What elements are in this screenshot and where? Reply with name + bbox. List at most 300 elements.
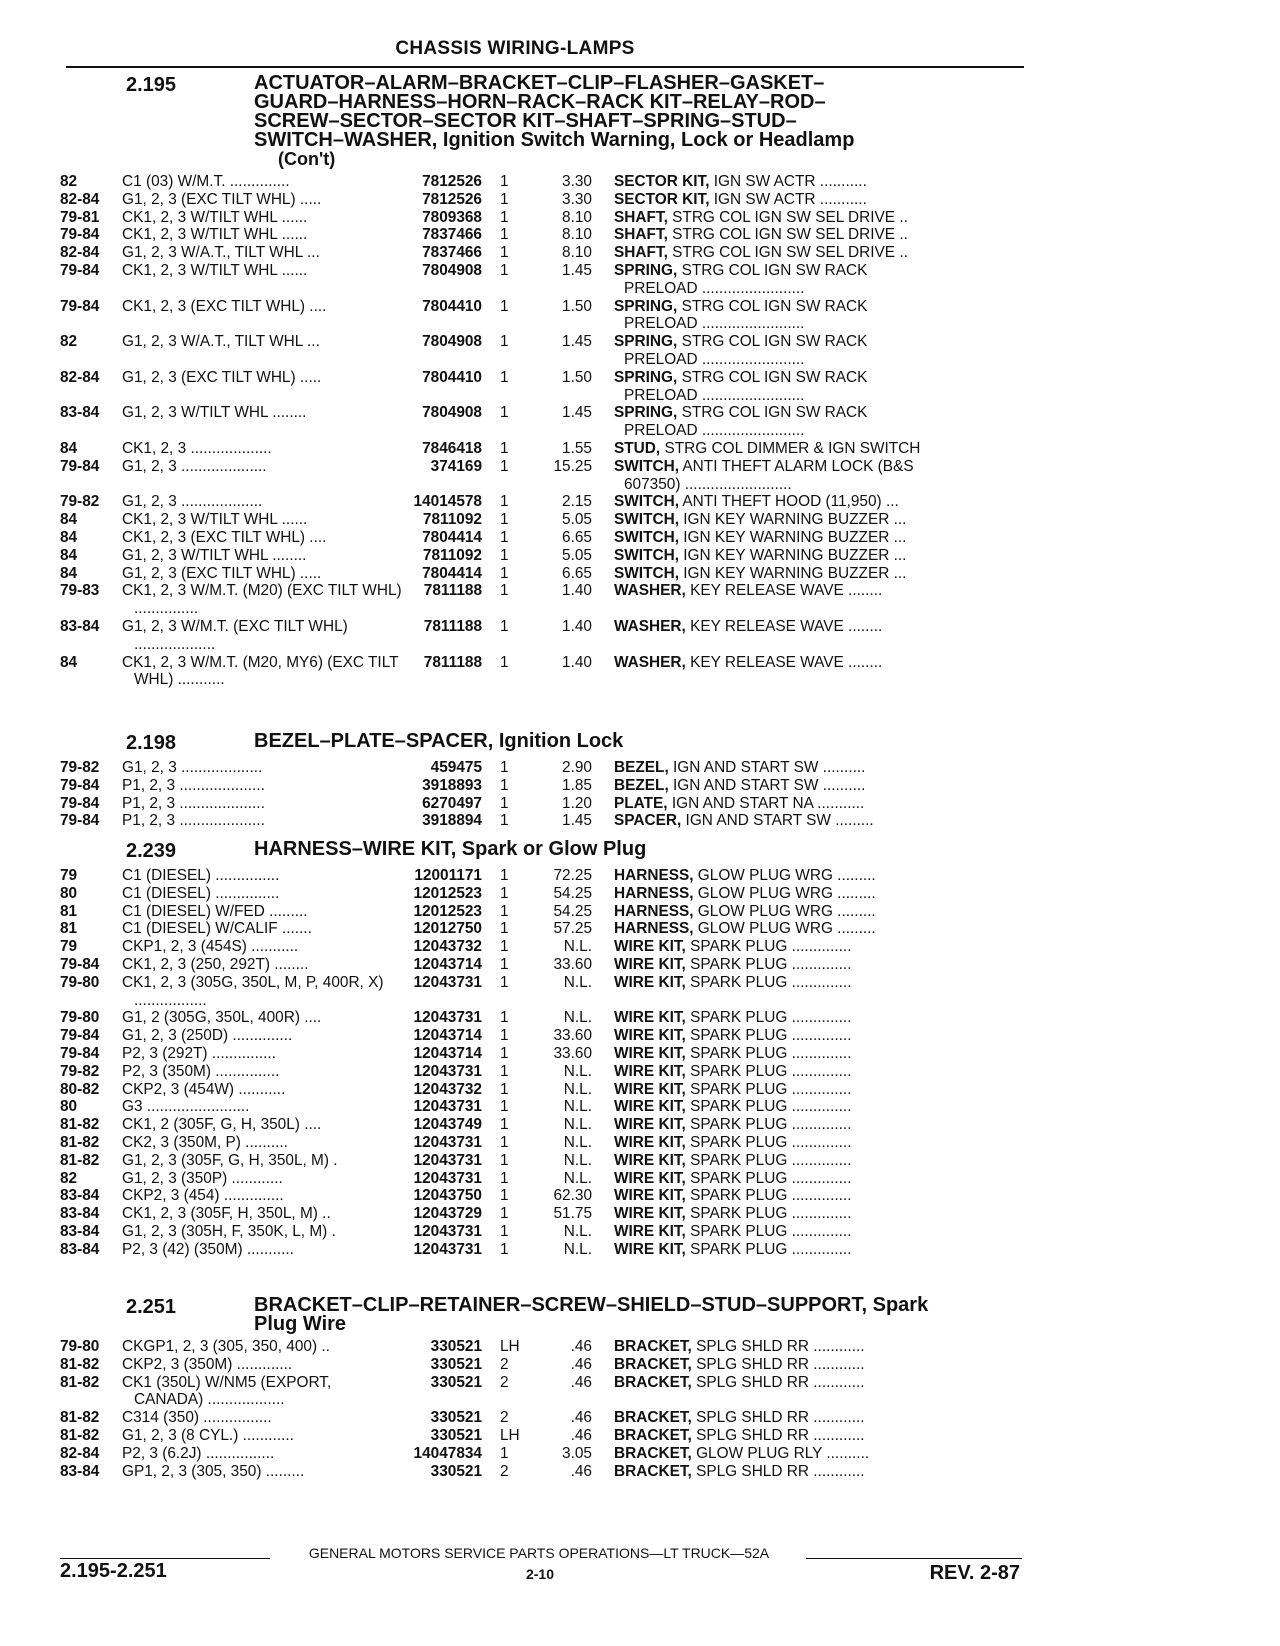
description-text: KEY RELEASE WAVE ........ — [685, 582, 883, 600]
model-years: 82 — [60, 333, 78, 351]
description-noun: SPRING, — [614, 404, 678, 422]
application — [122, 1027, 404, 1045]
quantity: 1 — [500, 1098, 509, 1116]
description-text: GLOW PLUG WRG ......... — [693, 902, 876, 920]
quantity: 1 — [500, 190, 509, 208]
application-text: CKP2, 3 (350M) ............. — [122, 1355, 293, 1373]
price: N.L. — [563, 1240, 592, 1258]
description-text: STRG COL IGN SW RACK — [677, 368, 868, 386]
application — [122, 1152, 404, 1170]
application — [122, 618, 404, 654]
description — [592, 1241, 1017, 1259]
table-row — [60, 529, 1030, 547]
table-row — [60, 262, 1030, 298]
price: N.L. — [563, 973, 592, 991]
description — [592, 511, 1017, 529]
section-title-line — [254, 1296, 928, 1315]
description-text: SPARK PLUG .............. — [685, 1062, 852, 1080]
description-noun: SWITCH, — [614, 493, 679, 511]
description — [592, 903, 1017, 921]
quantity: 1 — [500, 297, 509, 315]
description-text: IGN AND START SW .......... — [668, 759, 866, 776]
description-text: IGN AND START SW .......... — [668, 776, 866, 794]
application-text: G1, 2, 3 (305F, G, H, 350L, M) . — [122, 1151, 338, 1169]
section-title-line — [254, 131, 854, 150]
description-noun: SPRING, — [614, 333, 678, 351]
description-text: SPARK PLUG .............. — [685, 1009, 852, 1027]
price: .46 — [570, 1373, 592, 1391]
application-text: G1, 2, 3 ................... — [122, 493, 263, 511]
title-rule — [66, 66, 1024, 68]
section-title — [254, 1296, 928, 1334]
description-noun: WIRE KIT, — [614, 1133, 686, 1151]
section-title — [254, 732, 623, 751]
price: N.L. — [563, 1222, 592, 1240]
description-text: IGN KEY WARNING BUZZER ... — [678, 564, 907, 582]
description — [592, 1152, 1017, 1170]
table-row — [60, 867, 1030, 885]
application — [122, 1223, 404, 1241]
application-text: CK1, 2, 3 ................... — [122, 439, 272, 457]
description-noun: WASHER, — [614, 617, 686, 635]
application-text: CKP1, 2, 3 (454S) ........... — [122, 938, 299, 956]
application — [122, 262, 404, 280]
table-row — [60, 1463, 1030, 1481]
price: 1.45 — [562, 261, 592, 279]
table-row — [60, 565, 1030, 583]
quantity: 1 — [500, 226, 509, 244]
quantity: 1 — [500, 776, 509, 794]
quantity: 1 — [500, 1169, 509, 1187]
model-years: 80 — [60, 1098, 78, 1116]
application — [122, 1170, 404, 1188]
price: N.L. — [563, 1133, 592, 1151]
part-number: 12043749 — [413, 1116, 482, 1134]
section-heading — [60, 840, 1030, 863]
application-text: CKP2, 3 (454W) ........... — [122, 1080, 286, 1098]
application — [122, 812, 404, 830]
model-years: 80-82 — [60, 1080, 100, 1098]
description-noun: SPRING, — [614, 261, 678, 279]
description-text: SPARK PLUG .............. — [685, 1240, 852, 1258]
quantity: 1 — [500, 1222, 509, 1240]
model-years: 79-84 — [60, 776, 100, 794]
quantity: 1 — [500, 794, 509, 812]
model-years: 81 — [60, 902, 78, 920]
part-number: 7812526 — [422, 190, 482, 208]
description-noun: BRACKET, — [614, 1462, 692, 1480]
quantity: 1 — [500, 1205, 509, 1223]
quantity: 1 — [500, 173, 509, 190]
model-years: 81-82 — [60, 1426, 100, 1444]
quantity: 2 — [500, 1373, 509, 1391]
price: 72.25 — [553, 867, 592, 884]
footer-section-range: 2.195-2.251 — [60, 1560, 167, 1582]
application — [122, 1409, 404, 1427]
table-row — [60, 920, 1030, 938]
section-number: 2.198 — [126, 732, 177, 754]
application-text: P2, 3 (42) (350M) ........... — [122, 1240, 294, 1258]
description — [592, 1187, 1017, 1205]
price: 6.65 — [562, 528, 592, 546]
description — [592, 1081, 1017, 1099]
part-number: 7804908 — [422, 261, 482, 279]
description-noun: SPACER, — [614, 812, 682, 830]
section-heading — [60, 1296, 1030, 1334]
description-noun: BEZEL, — [614, 776, 669, 794]
price: 3.30 — [562, 173, 592, 190]
price: 33.60 — [553, 955, 592, 973]
description — [592, 1134, 1017, 1152]
part-number: 7804414 — [422, 528, 482, 546]
description-text: STRG COL IGN SW RACK — [677, 404, 868, 422]
table-row — [60, 777, 1030, 795]
model-years: 79-84 — [60, 955, 100, 973]
part-number: 7811092 — [422, 546, 482, 564]
application-text: G1, 2, 3 W/TILT WHL ........ — [122, 546, 307, 564]
part-number: 7811188 — [423, 617, 482, 635]
section-heading — [60, 732, 1030, 755]
application — [122, 777, 404, 795]
table-row — [60, 1205, 1030, 1223]
description — [592, 777, 1017, 795]
description-text: IGN AND START SW ......... — [681, 812, 874, 830]
table-row — [60, 1116, 1030, 1134]
quantity: 1 — [500, 261, 509, 279]
application — [122, 1463, 404, 1481]
section-title-line: Plug Wire — [254, 1313, 347, 1335]
table-row — [60, 1134, 1030, 1152]
description — [592, 974, 1017, 992]
description-continued: 607350) ......................... — [624, 475, 792, 493]
application-text: CK1, 2, 3 W/TILT WHL ...... — [122, 261, 308, 279]
application-text: C314 (350) ................ — [122, 1409, 272, 1427]
application-text: G1, 2, 3 (8 CYL.) ............ — [122, 1426, 294, 1444]
table-row — [60, 1045, 1030, 1063]
table-row — [60, 1152, 1030, 1170]
application — [122, 1081, 404, 1099]
table-row — [60, 1098, 1030, 1116]
price: 1.40 — [562, 617, 592, 635]
table-row — [60, 298, 1030, 334]
description — [592, 1045, 1017, 1063]
application-text: C1 (03) W/M.T. .............. — [122, 173, 290, 190]
quantity: 1 — [500, 1062, 509, 1080]
section-number: 2.251 — [126, 1296, 177, 1318]
description-noun: SHAFT, — [614, 244, 668, 262]
application-text: C1 (DIESEL) W/FED ......... — [122, 902, 308, 920]
price: 1.45 — [562, 812, 592, 830]
description-text: STRG COL IGN SW SEL DRIVE .. — [667, 226, 908, 244]
table-row — [60, 759, 1030, 777]
section-number: 2.195 — [126, 74, 177, 96]
table-row — [60, 618, 1030, 654]
section-title-sub: Spark — [867, 1294, 929, 1316]
table-row — [60, 191, 1030, 209]
description — [592, 795, 1017, 813]
model-years: 79-84 — [60, 794, 100, 812]
quantity: 1 — [500, 920, 509, 938]
description-text: SPLG SHLD RR ............ — [691, 1462, 865, 1480]
table-row — [60, 974, 1030, 1010]
application-text: P2, 3 (292T) ............... — [122, 1044, 276, 1062]
price: 33.60 — [553, 1027, 592, 1045]
application-text: CK2, 3 (350M, P) .......... — [122, 1133, 288, 1151]
quantity: 1 — [500, 546, 509, 564]
application — [122, 226, 404, 244]
description-noun: WIRE KIT, — [614, 1169, 686, 1187]
description — [592, 565, 1017, 583]
price: 5.05 — [562, 546, 592, 564]
part-number: 12043731 — [413, 1151, 482, 1169]
section-title-line: SCREW–SECTOR–SECTOR KIT–SHAFT–SPRING–STUD– — [254, 110, 797, 132]
quantity: 1 — [500, 528, 509, 546]
description-noun: HARNESS, — [614, 884, 694, 902]
table-row — [60, 333, 1030, 369]
description-text: SPLG SHLD RR ............ — [691, 1355, 865, 1373]
application-text: G1, 2 (305G, 350L, 400R) .... — [122, 1009, 322, 1027]
description-noun: WASHER, — [614, 653, 686, 671]
description-noun: SHAFT, — [614, 226, 668, 244]
application-text: P2, 3 (350M) ............... — [122, 1062, 280, 1080]
application — [122, 1098, 404, 1116]
table-row — [60, 582, 1030, 618]
description-text: ANTI THEFT HOOD (11,950) ... — [678, 493, 899, 511]
description-noun: BRACKET, — [614, 1338, 692, 1355]
quantity: 1 — [500, 902, 509, 920]
description-noun: PLATE, — [614, 794, 668, 812]
quantity: 1 — [500, 884, 509, 902]
description — [592, 1027, 1017, 1045]
part-number: 7812526 — [422, 173, 482, 190]
part-number: 374169 — [430, 457, 482, 475]
price: 54.25 — [553, 884, 592, 902]
part-number: 7811188 — [423, 653, 482, 671]
description — [592, 333, 1017, 369]
application-text: G1, 2, 3 (350P) ............ — [122, 1169, 283, 1187]
description — [592, 209, 1017, 227]
description-noun: WIRE KIT, — [614, 1116, 686, 1134]
application — [122, 1116, 404, 1134]
part-number: 330521 — [430, 1338, 482, 1355]
table-row — [60, 244, 1030, 262]
model-years: 80 — [60, 884, 78, 902]
footer-publisher: GENERAL MOTORS SERVICE PARTS OPERATIONS—LT TRUCK—52A — [308, 1545, 770, 1561]
price: 8.10 — [562, 226, 592, 244]
application-text: G1, 2, 3 (EXC TILT WHL) ..... — [122, 368, 322, 386]
price: 1.45 — [562, 333, 592, 351]
description — [592, 244, 1017, 262]
model-years: 84 — [60, 511, 78, 529]
application — [122, 209, 404, 227]
footer-revision: REV. 2-87 — [929, 1562, 1020, 1584]
table-row — [60, 440, 1030, 458]
part-number: 12043714 — [413, 1044, 482, 1062]
section-title-bold: SWITCH–WASHER, — [254, 129, 438, 151]
model-years: 81-82 — [60, 1133, 100, 1151]
quantity: 1 — [500, 973, 509, 991]
footer-rule — [806, 1558, 1022, 1559]
part-number: 12043732 — [413, 1080, 482, 1098]
application — [122, 333, 404, 351]
model-years: 79-84 — [60, 812, 100, 830]
application-text: G1, 2, 3 (305H, F, 350K, L, M) . — [122, 1222, 336, 1240]
model-years: 83-84 — [60, 1240, 100, 1258]
description — [592, 1009, 1017, 1027]
part-number: 12043731 — [413, 1133, 482, 1151]
application-text: CK1, 2, 3 (EXC TILT WHL) .... — [122, 528, 327, 546]
description-noun: BEZEL, — [614, 759, 669, 776]
description-text: GLOW PLUG WRG ......... — [693, 884, 876, 902]
description-text: IGN KEY WARNING BUZZER ... — [678, 528, 907, 546]
part-number: 7837466 — [422, 244, 482, 262]
quantity: 1 — [500, 617, 509, 635]
application-text: CK1, 2, 3 W/M.T. (M20, MY6) (EXC TILT WHL) ........... — [122, 653, 399, 689]
description-noun: BRACKET, — [614, 1373, 692, 1391]
model-years: 79-83 — [60, 582, 100, 600]
model-years: 79-84 — [60, 297, 100, 315]
application — [122, 867, 404, 885]
part-number: 12043729 — [413, 1205, 482, 1223]
model-years: 82-84 — [60, 190, 100, 208]
quantity: 1 — [500, 493, 509, 511]
model-years: 82 — [60, 173, 78, 190]
description-text: SPARK PLUG .............. — [685, 938, 852, 956]
description — [592, 1409, 1017, 1427]
price: 57.25 — [553, 920, 592, 938]
quantity: LH — [500, 1426, 520, 1444]
quantity: 1 — [500, 938, 509, 956]
application-text: G1, 2, 3 W/A.T., TILT WHL ... — [122, 244, 320, 262]
quantity: LH — [500, 1338, 520, 1355]
description — [592, 1427, 1017, 1445]
description — [592, 191, 1017, 209]
parts-table — [60, 759, 1030, 830]
application — [122, 440, 404, 458]
quantity: 2 — [500, 1409, 509, 1427]
application-text: CK1 (350L) W/NM5 (EXPORT, CANADA) .................. — [122, 1373, 332, 1409]
price: 1.55 — [562, 439, 592, 457]
part-number: 14047834 — [413, 1444, 482, 1462]
model-years: 81-82 — [60, 1409, 100, 1427]
price: N.L. — [563, 1062, 592, 1080]
part-number: 3918894 — [422, 812, 482, 830]
description-noun: WIRE KIT, — [614, 1222, 686, 1240]
price: 8.10 — [562, 244, 592, 262]
description-text: IGN AND START NA ........... — [667, 794, 865, 812]
application-text: P2, 3 (6.2J) ................ — [122, 1444, 275, 1462]
application — [122, 582, 404, 618]
application-text: G1, 2, 3 (EXC TILT WHL) ..... — [122, 564, 322, 582]
model-years: 83-84 — [60, 404, 100, 422]
description — [592, 618, 1017, 636]
description-noun: WIRE KIT, — [614, 973, 686, 991]
table-row — [60, 1409, 1030, 1427]
model-years: 81-82 — [60, 1373, 100, 1391]
part-number: 330521 — [430, 1409, 482, 1427]
description-text: SPARK PLUG .............. — [685, 1187, 852, 1205]
part-number: 7804410 — [422, 368, 482, 386]
quantity: 1 — [500, 1080, 509, 1098]
model-years: 79-84 — [60, 261, 100, 279]
application-text: G1, 2, 3 (250D) .............. — [122, 1027, 293, 1045]
table-row — [60, 1445, 1030, 1463]
description-text: KEY RELEASE WAVE ........ — [685, 617, 883, 635]
table-row — [60, 173, 1030, 191]
quantity: 1 — [500, 1187, 509, 1205]
description-continued: PRELOAD ........................ — [624, 386, 805, 404]
description — [592, 1445, 1017, 1463]
table-row — [60, 1241, 1030, 1259]
description — [592, 173, 1017, 191]
price: 1.40 — [562, 582, 592, 600]
description-text: SPARK PLUG .............. — [685, 1044, 852, 1062]
description-text: ANTI THEFT ALARM LOCK (B&S — [678, 457, 914, 475]
part-number: 12043731 — [413, 1240, 482, 1258]
footer-page-number: 2-10 — [525, 1566, 555, 1582]
model-years: 84 — [60, 528, 78, 546]
description-noun: WASHER, — [614, 582, 686, 600]
section-2-239 — [60, 840, 1030, 1259]
application — [122, 885, 404, 903]
section-2-195 — [60, 74, 1030, 689]
table-row — [60, 404, 1030, 440]
application — [122, 511, 404, 529]
description-continued: PRELOAD ........................ — [624, 279, 805, 297]
part-number: 6270497 — [422, 794, 482, 812]
description-text: SPLG SHLD RR ............ — [691, 1373, 865, 1391]
application-text: C1 (DIESEL) W/CALIF ....... — [122, 920, 312, 938]
table-row — [60, 1338, 1030, 1356]
description-noun: SPRING, — [614, 368, 678, 386]
quantity: 1 — [500, 812, 509, 830]
price: N.L. — [563, 1151, 592, 1169]
description — [592, 1338, 1017, 1356]
description-noun: WIRE KIT, — [614, 1205, 686, 1223]
price: 62.30 — [553, 1187, 592, 1205]
application — [122, 1338, 404, 1356]
table-row — [60, 1427, 1030, 1445]
part-number: 12012523 — [413, 884, 482, 902]
model-years: 84 — [60, 439, 78, 457]
application — [122, 529, 404, 547]
description — [592, 298, 1017, 334]
price: 1.45 — [562, 404, 592, 422]
price: 5.05 — [562, 511, 592, 529]
section-title-bold: BRACKET–CLIP–RETAINER–SCREW–SHIELD–STUD–SUPPORT, — [254, 1294, 868, 1316]
table-row — [60, 369, 1030, 405]
description-noun: WIRE KIT, — [614, 1187, 686, 1205]
part-number: 12043731 — [413, 1098, 482, 1116]
application — [122, 1374, 404, 1410]
description-text: SPLG SHLD RR ............ — [691, 1409, 865, 1427]
part-number: 7804414 — [422, 564, 482, 582]
quantity: 1 — [500, 368, 509, 386]
description-text: IGN SW ACTR ........... — [709, 190, 867, 208]
description-noun: SHAFT, — [614, 208, 668, 226]
price: 1.50 — [562, 297, 592, 315]
application — [122, 1241, 404, 1259]
application — [122, 1445, 404, 1463]
description — [592, 404, 1017, 440]
application — [122, 1205, 404, 1223]
application-text: GP1, 2, 3 (305, 350) ......... — [122, 1462, 305, 1480]
price: N.L. — [563, 1080, 592, 1098]
price: 8.10 — [562, 208, 592, 226]
model-years: 84 — [60, 546, 78, 564]
model-years: 79-84 — [60, 226, 100, 244]
application — [122, 974, 404, 1010]
